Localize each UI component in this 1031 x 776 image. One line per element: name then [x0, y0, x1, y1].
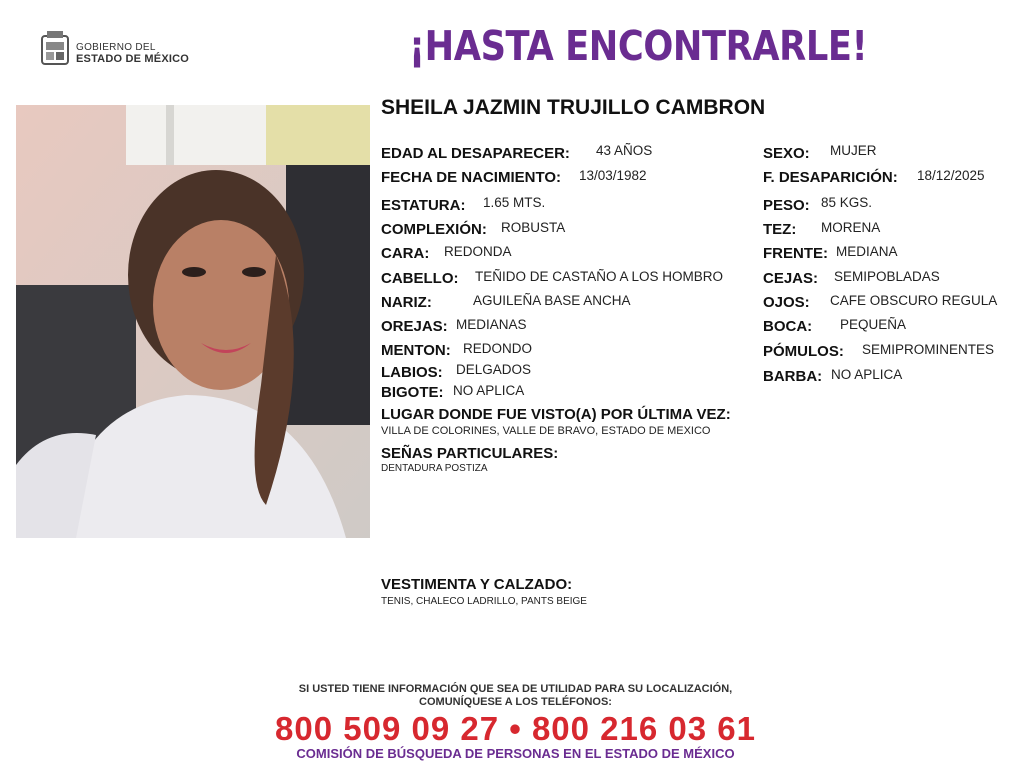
eyes-value: CAFE OBSCURO REGULA	[830, 293, 998, 308]
sex-value: MUJER	[830, 143, 877, 158]
disappearance-date-value: 18/12/2025	[917, 168, 985, 183]
face-value: REDONDA	[444, 244, 512, 259]
nose-label: NARIZ:	[381, 294, 432, 311]
last-seen-value: VILLA DE COLORINES, VALLE DE BRAVO, ESTADO DE MEXICO	[381, 425, 711, 437]
chin-label: MENTON:	[381, 342, 451, 359]
eyebrows-label: CEJAS:	[763, 270, 819, 287]
birthdate-label: FECHA DE NACIMIENTO:	[381, 169, 561, 186]
ears-label: OREJAS:	[381, 318, 448, 335]
beard-value: NO APLICA	[831, 367, 903, 382]
forehead-value: MEDIANA	[836, 244, 898, 259]
birthdate-value: 13/03/1982	[579, 168, 647, 183]
height-value: 1.65 MTS.	[483, 195, 546, 210]
mustache-label: BIGOTE:	[381, 384, 444, 401]
age-label: EDAD AL DESAPARECER:	[381, 145, 570, 162]
disappearance-date-label: F. DESAPARICIÓN:	[763, 169, 898, 186]
weight-value: 85 KGS.	[821, 195, 873, 210]
build-value: ROBUSTA	[501, 220, 566, 235]
cheekbones-value: SEMIPROMINENTES	[862, 342, 995, 357]
distinctive-marks-value: DENTADURA POSTIZA	[381, 463, 488, 474]
clothing-value: TENIS, CHALECO LADRILLO, PANTS BEIGE	[381, 596, 587, 607]
eyebrows-value: SEMIPOBLADAS	[834, 269, 940, 284]
government-logo	[38, 30, 198, 70]
complexion-label: TEZ:	[763, 221, 797, 238]
distinctive-marks-label: SEÑAS PARTICULARES:	[381, 445, 559, 462]
mouth-value: PEQUEÑA	[840, 317, 907, 332]
weight-label: PESO:	[763, 197, 810, 214]
height-label: ESTATURA:	[381, 197, 466, 214]
person-name: SHEILA JAZMIN TRUJILLO CAMBRON	[381, 96, 766, 119]
commission-name: COMISIÓN DE BÚSQUEDA DE PERSONAS EN EL ESTADO DE MÉXICO	[296, 746, 735, 761]
footer-info-line-2: COMUNÍQUESE A LOS TELÉFONOS:	[419, 696, 612, 708]
contact-phones: 800 509 09 27 • 800 216 03 61	[275, 710, 756, 747]
gov-line-2: ESTADO DE MÉXICO	[76, 53, 190, 65]
cheekbones-label: PÓMULOS:	[763, 343, 844, 360]
eyes-label: OJOS:	[763, 294, 810, 311]
clothing-label: VESTIMENTA Y CALZADO:	[381, 576, 573, 593]
face-label: CARA:	[381, 245, 430, 262]
sex-label: SEXO:	[763, 145, 810, 162]
age-value: 43 AÑOS	[596, 143, 653, 158]
gov-line-1: GOBIERNO DEL	[76, 42, 156, 53]
build-label: COMPLEXIÓN:	[381, 221, 487, 238]
hair-value: TEÑIDO DE CASTAÑO A LOS HOMBRO	[475, 269, 724, 284]
complexion-value: MORENA	[821, 220, 881, 235]
chin-value: REDONDO	[463, 341, 533, 356]
last-seen-label: LUGAR DONDE FUE VISTO(A) POR ÚLTIMA VEZ:	[381, 406, 731, 423]
lips-value: DELGADOS	[456, 362, 532, 377]
footer-info-line-1: SI USTED TIENE INFORMACIÓN QUE SEA DE UTILIDAD PARA SU LOCALIZACIÓN,	[298, 683, 733, 695]
lips-label: LABIOS:	[381, 364, 443, 381]
ears-value: MEDIANAS	[456, 317, 527, 332]
person-photo	[16, 105, 370, 538]
mustache-value: NO APLICA	[453, 383, 525, 398]
nose-value: AGUILEÑA BASE ANCHA	[473, 293, 631, 308]
headline: ¡HASTA ENCONTRARLE!	[409, 22, 868, 70]
person-portrait-image	[16, 105, 370, 538]
beard-label: BARBA:	[763, 368, 823, 385]
state-crest-icon	[38, 30, 72, 68]
forehead-label: FRENTE:	[763, 245, 828, 262]
mouth-label: BOCA:	[763, 318, 813, 335]
hair-label: CABELLO:	[381, 270, 459, 287]
